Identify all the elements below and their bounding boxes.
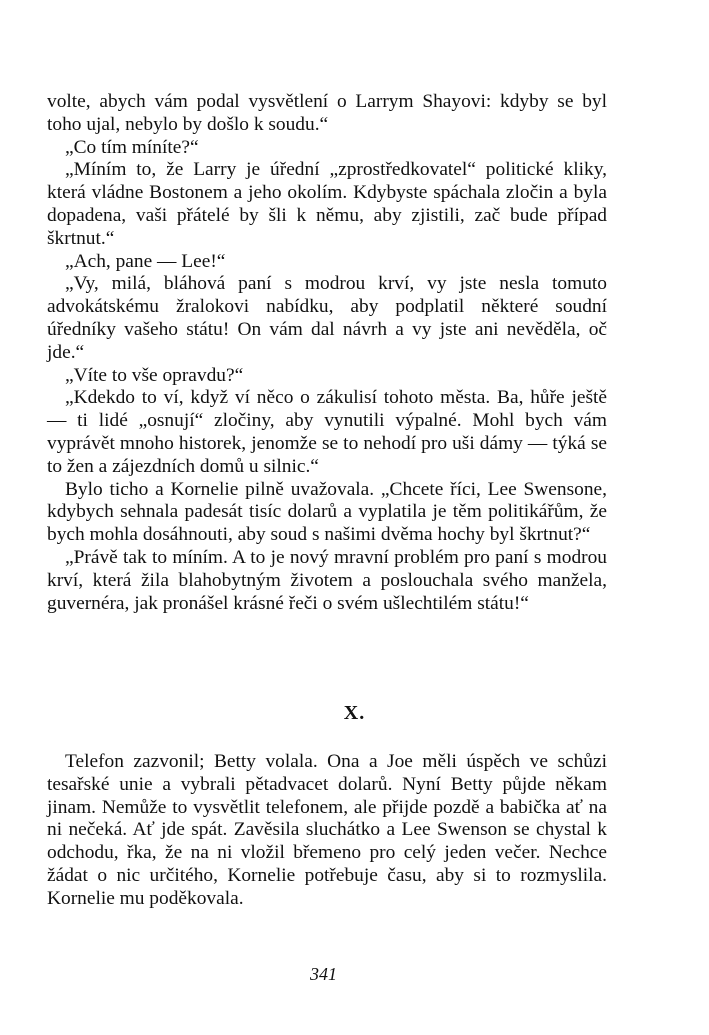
paragraph: „Vy, milá, bláhová paní s modrou krví, vy jste nesla tomuto advokátskému žralokovi nabídku, aby podplatil některé soudní úředníky vašeho státu! On vám dal návrh a vy jste ani nevěděla, oč jde.“ (47, 273, 607, 363)
paragraph: „Kdekdo to ví, když ví něco o zákulisí tohoto města. Ba, hůře ještě — ti lidé „osnují“ zločiny, aby vynutili výpalné. Mohl bych vám vyprávět mnoho historek, jenomže se to nehodí pro uši dámy — týká se to žen a zájezdních domů u silnic.“ (47, 387, 607, 477)
page-number: 341 (310, 964, 337, 984)
text-block-bottom (47, 751, 607, 911)
paragraph: „Míním to, že Larry je úřední „zprostředkovatel“ politické kliky, která vládne Bostonem a jeho okolím. Kdybyste spáchala zločin a byla dopadena, vaši přátelé by šli k němu, aby zjistili, zač bude případ škrtnut.“ (47, 159, 607, 249)
paragraph: „Co tím míníte?“ (65, 136, 199, 158)
paragraph: „Víte to vše opravdu?“ (65, 364, 244, 386)
paragraph: Bylo ticho a Kornelie pilně uvažovala. „Chcete říci, Lee Swensone, kdybych sehnala padesát tisíc dolarů a vyplatila je těm politikářům, že bych mohla dosáhnouti, aby soud s našimi dvěma hochy byl škrtnut?“ (47, 478, 607, 546)
paragraph: Telefon zazvonil; Betty volala. Ona a Joe měli úspěch ve schůzi tesařské unie a vybrali pětadvacet dolarů. Nyní Betty půjde někam jinam. Nemůže to vysvětlit telefonem, ale přijde pozdě a babička ať na ni nečeká. Ať jde spát. Zavěsila sluchátko a Lee Swenson se chystal k odchodu, řka, že na ni vložil břemeno pro celý jeden večer. Nechce žádat o nic určitého, Kornelie potřebuje času, aby si to rozmyslila. Kornelie mu poděkovala. (47, 751, 607, 909)
text-block-top (47, 91, 607, 615)
chapter-heading: X. (343, 702, 366, 724)
paragraph: „Ach, pane — Lee!“ (65, 250, 226, 272)
paragraph: „Právě tak to míním. A to je nový mravní problém pro paní s modrou krví, která žila blahobytným životem a poslouchala svého manžela, guvernéra, jak pronášel krásné řeči o svém ušlechtilém státu!“ (47, 546, 607, 614)
paragraph: volte, abych vám podal vysvětlení o Larrym Shayovi: kdyby se byl toho ujal, nebylo by došlo k soudu.“ (47, 91, 607, 135)
